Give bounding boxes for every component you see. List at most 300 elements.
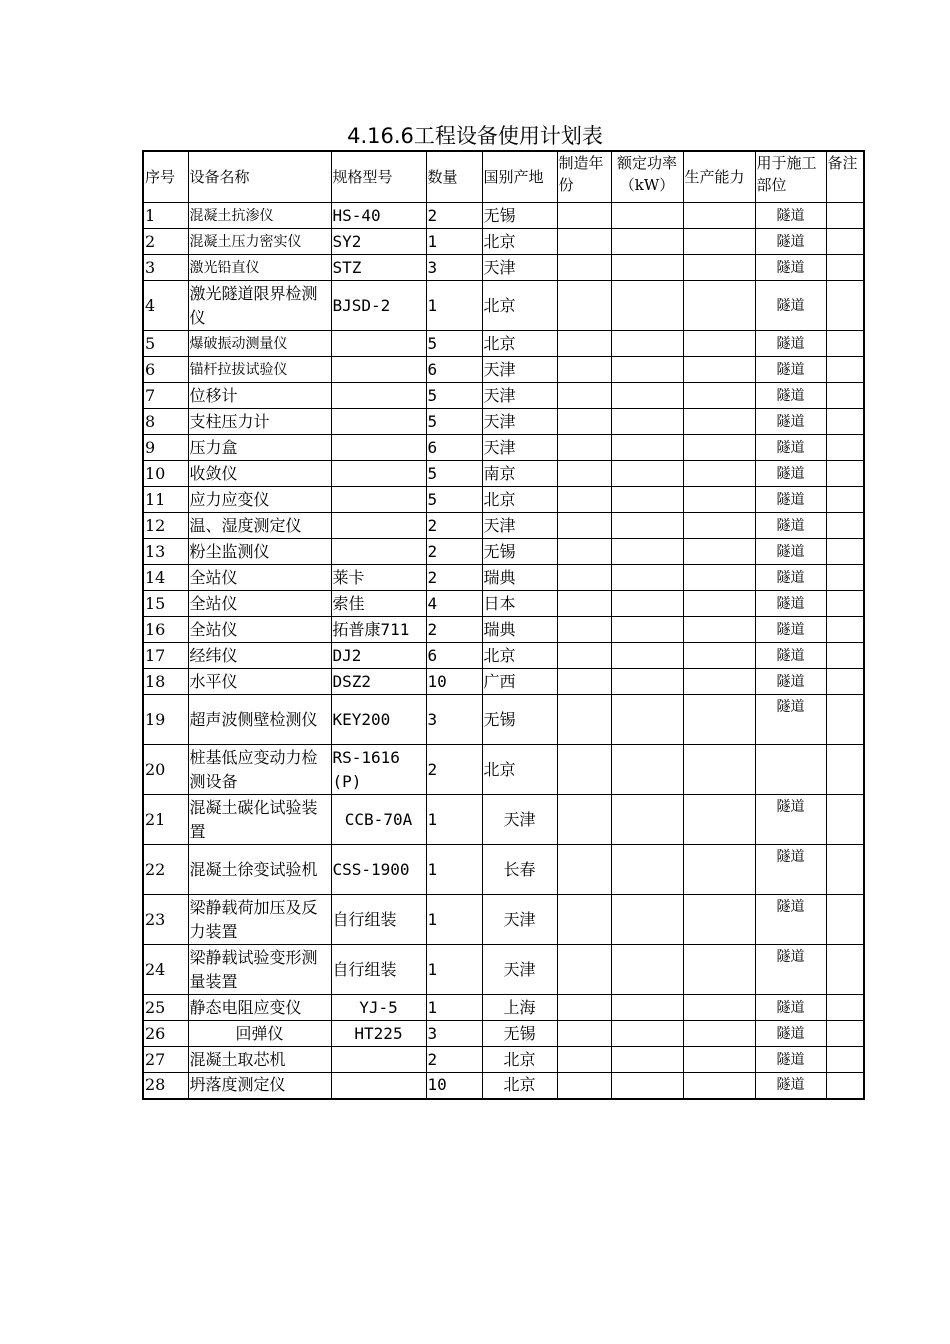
row-capacity-cell bbox=[683, 945, 755, 995]
row-model-cell bbox=[331, 461, 426, 487]
table-row bbox=[143, 281, 864, 331]
row-name-cell: 全站仪 bbox=[188, 617, 331, 643]
row-name-cell: 全站仪 bbox=[188, 591, 331, 617]
row-model-cell: BJSD-2 bbox=[331, 281, 426, 331]
row-qty-cell: 6 bbox=[426, 643, 482, 669]
page-title: 4.16.6工程设备使用计划表 bbox=[347, 124, 603, 148]
row-model-cell bbox=[331, 357, 426, 383]
row-qty-cell: 1 bbox=[426, 795, 482, 845]
row-qty-cell: 2 bbox=[426, 1047, 482, 1073]
row-use-cell: 隧道 bbox=[755, 203, 826, 229]
row-qty-cell: 2 bbox=[426, 513, 482, 539]
row-power-cell bbox=[611, 669, 683, 695]
row-power-cell bbox=[611, 995, 683, 1021]
table-row bbox=[143, 461, 864, 487]
row-origin-cell: 天津 bbox=[482, 383, 557, 409]
row-name-cell: 混凝土抗渗仪 bbox=[188, 203, 331, 229]
row-use-cell: 隧道 bbox=[755, 383, 826, 409]
row-remark-cell bbox=[826, 995, 864, 1021]
row-origin-cell: 天津 bbox=[482, 513, 557, 539]
header-cell-model: 规格型号 bbox=[331, 151, 426, 203]
row-origin-cell: 北京 bbox=[482, 487, 557, 513]
row-model-cell bbox=[331, 435, 426, 461]
table-row bbox=[143, 795, 864, 845]
row-remark-cell bbox=[826, 357, 864, 383]
row-power-cell bbox=[611, 845, 683, 895]
table-row bbox=[143, 695, 864, 745]
row-model-cell bbox=[331, 383, 426, 409]
table-row bbox=[143, 383, 864, 409]
row-model-cell: RS-1616(P) bbox=[331, 745, 426, 795]
row-origin-cell: 北京 bbox=[482, 643, 557, 669]
row-qty-cell: 4 bbox=[426, 591, 482, 617]
row-qty-cell: 1 bbox=[426, 229, 482, 255]
row-power-cell bbox=[611, 695, 683, 745]
table-row bbox=[143, 357, 864, 383]
table-row bbox=[143, 845, 864, 895]
row-no-cell: 17 bbox=[143, 643, 188, 669]
row-capacity-cell bbox=[683, 1021, 755, 1047]
row-power-cell bbox=[611, 1047, 683, 1073]
row-capacity-cell bbox=[683, 1073, 755, 1099]
row-name-cell: 温、湿度测定仪 bbox=[188, 513, 331, 539]
row-remark-cell bbox=[826, 1047, 864, 1073]
row-model-cell bbox=[331, 513, 426, 539]
row-remark-cell bbox=[826, 409, 864, 435]
table-row bbox=[143, 487, 864, 513]
row-model-cell bbox=[331, 1047, 426, 1073]
row-year-cell bbox=[557, 995, 611, 1021]
row-name-cell: 位移计 bbox=[188, 383, 331, 409]
row-name-cell: 桩基低应变动力检测设备 bbox=[188, 745, 331, 795]
row-use-cell: 隧道 bbox=[755, 995, 826, 1021]
table-row bbox=[143, 1021, 864, 1047]
row-no-cell: 7 bbox=[143, 383, 188, 409]
row-name-cell: 梁静载试验变形测量装置 bbox=[188, 945, 331, 995]
row-year-cell bbox=[557, 435, 611, 461]
row-capacity-cell bbox=[683, 895, 755, 945]
row-capacity-cell bbox=[683, 513, 755, 539]
row-origin-cell: 日本 bbox=[482, 591, 557, 617]
row-remark-cell bbox=[826, 1021, 864, 1047]
row-model-cell bbox=[331, 331, 426, 357]
row-year-cell bbox=[557, 795, 611, 845]
row-origin-cell: 北京 bbox=[482, 1047, 557, 1073]
row-capacity-cell bbox=[683, 383, 755, 409]
row-no-cell: 18 bbox=[143, 669, 188, 695]
row-name-cell: 激光隧道限界检测仪 bbox=[188, 281, 331, 331]
row-capacity-cell bbox=[683, 669, 755, 695]
row-qty-cell: 5 bbox=[426, 487, 482, 513]
row-qty-cell: 5 bbox=[426, 409, 482, 435]
table-row bbox=[143, 995, 864, 1021]
row-remark-cell bbox=[826, 669, 864, 695]
row-no-cell: 14 bbox=[143, 565, 188, 591]
row-use-cell: 隧道 bbox=[755, 409, 826, 435]
row-name-cell: 静态电阻应变仪 bbox=[188, 995, 331, 1021]
table-row bbox=[143, 591, 864, 617]
row-qty-cell: 2 bbox=[426, 539, 482, 565]
row-model-cell: DSZ2 bbox=[331, 669, 426, 695]
row-use-cell: 隧道 bbox=[755, 643, 826, 669]
row-power-cell bbox=[611, 945, 683, 995]
row-model-cell: HT225 bbox=[331, 1021, 426, 1047]
row-capacity-cell bbox=[683, 409, 755, 435]
row-remark-cell bbox=[826, 331, 864, 357]
row-origin-cell: 无锡 bbox=[482, 1021, 557, 1047]
row-model-cell bbox=[331, 409, 426, 435]
row-name-cell: 混凝土碳化试验装置 bbox=[188, 795, 331, 845]
row-model-cell: 拓普康711 bbox=[331, 617, 426, 643]
row-capacity-cell bbox=[683, 617, 755, 643]
row-no-cell: 9 bbox=[143, 435, 188, 461]
row-origin-cell: 天津 bbox=[482, 895, 557, 945]
table-row bbox=[143, 255, 864, 281]
row-name-cell: 压力盒 bbox=[188, 435, 331, 461]
row-remark-cell bbox=[826, 695, 864, 745]
row-name-cell: 超声波侧壁检测仪 bbox=[188, 695, 331, 745]
row-year-cell bbox=[557, 945, 611, 995]
row-use-cell: 隧道 bbox=[755, 461, 826, 487]
row-model-cell: HS-40 bbox=[331, 203, 426, 229]
row-use-cell: 隧道 bbox=[755, 845, 826, 895]
row-no-cell: 22 bbox=[143, 845, 188, 895]
row-model-cell: 自行组装 bbox=[331, 945, 426, 995]
row-capacity-cell bbox=[683, 435, 755, 461]
row-capacity-cell bbox=[683, 745, 755, 795]
row-name-cell: 水平仪 bbox=[188, 669, 331, 695]
row-qty-cell: 10 bbox=[426, 1073, 482, 1099]
row-name-cell: 应力应变仪 bbox=[188, 487, 331, 513]
row-qty-cell: 1 bbox=[426, 281, 482, 331]
row-qty-cell: 6 bbox=[426, 357, 482, 383]
row-capacity-cell bbox=[683, 281, 755, 331]
row-year-cell bbox=[557, 281, 611, 331]
row-capacity-cell bbox=[683, 565, 755, 591]
row-power-cell bbox=[611, 643, 683, 669]
row-year-cell bbox=[557, 695, 611, 745]
row-origin-cell: 北京 bbox=[482, 281, 557, 331]
row-year-cell bbox=[557, 203, 611, 229]
row-name-cell: 锚杆拉拔试验仪 bbox=[188, 357, 331, 383]
row-capacity-cell bbox=[683, 1047, 755, 1073]
row-capacity-cell bbox=[683, 795, 755, 845]
row-origin-cell: 长春 bbox=[482, 845, 557, 895]
row-year-cell bbox=[557, 383, 611, 409]
row-model-cell: STZ bbox=[331, 255, 426, 281]
row-power-cell bbox=[611, 513, 683, 539]
row-remark-cell bbox=[826, 203, 864, 229]
row-use-cell: 隧道 bbox=[755, 945, 826, 995]
row-remark-cell bbox=[826, 895, 864, 945]
row-power-cell bbox=[611, 565, 683, 591]
row-power-cell bbox=[611, 281, 683, 331]
row-origin-cell: 南京 bbox=[482, 461, 557, 487]
row-year-cell bbox=[557, 565, 611, 591]
row-capacity-cell bbox=[683, 357, 755, 383]
row-year-cell bbox=[557, 487, 611, 513]
table-row bbox=[143, 203, 864, 229]
row-remark-cell bbox=[826, 745, 864, 795]
row-capacity-cell bbox=[683, 695, 755, 745]
row-year-cell bbox=[557, 461, 611, 487]
row-power-cell bbox=[611, 435, 683, 461]
row-name-cell: 混凝土取芯机 bbox=[188, 1047, 331, 1073]
row-use-cell: 隧道 bbox=[755, 795, 826, 845]
row-remark-cell bbox=[826, 945, 864, 995]
row-capacity-cell bbox=[683, 539, 755, 565]
row-use-cell: 隧道 bbox=[755, 255, 826, 281]
row-origin-cell: 无锡 bbox=[482, 203, 557, 229]
table-row bbox=[143, 1047, 864, 1073]
table-row bbox=[143, 331, 864, 357]
table-row bbox=[143, 643, 864, 669]
row-no-cell: 8 bbox=[143, 409, 188, 435]
row-qty-cell: 10 bbox=[426, 669, 482, 695]
row-origin-cell: 北京 bbox=[482, 745, 557, 795]
row-year-cell bbox=[557, 1021, 611, 1047]
row-origin-cell: 天津 bbox=[482, 945, 557, 995]
row-model-cell: 索佳 bbox=[331, 591, 426, 617]
row-no-cell: 28 bbox=[143, 1073, 188, 1099]
row-no-cell: 24 bbox=[143, 945, 188, 995]
row-no-cell: 12 bbox=[143, 513, 188, 539]
row-no-cell: 1 bbox=[143, 203, 188, 229]
row-remark-cell bbox=[826, 513, 864, 539]
row-year-cell bbox=[557, 229, 611, 255]
row-year-cell bbox=[557, 409, 611, 435]
row-use-cell: 隧道 bbox=[755, 1021, 826, 1047]
row-name-cell: 收敛仪 bbox=[188, 461, 331, 487]
header-cell-year: 制造年份 bbox=[557, 151, 611, 203]
row-no-cell: 5 bbox=[143, 331, 188, 357]
row-use-cell: 隧道 bbox=[755, 357, 826, 383]
row-remark-cell bbox=[826, 281, 864, 331]
row-power-cell bbox=[611, 203, 683, 229]
row-remark-cell bbox=[826, 795, 864, 845]
row-model-cell bbox=[331, 539, 426, 565]
row-model-cell: CSS-1900 bbox=[331, 845, 426, 895]
row-year-cell bbox=[557, 669, 611, 695]
row-name-cell: 激光铅直仪 bbox=[188, 255, 331, 281]
row-qty-cell: 5 bbox=[426, 461, 482, 487]
row-no-cell: 3 bbox=[143, 255, 188, 281]
table-row bbox=[143, 435, 864, 461]
row-remark-cell bbox=[826, 461, 864, 487]
row-capacity-cell bbox=[683, 643, 755, 669]
row-model-cell: SY2 bbox=[331, 229, 426, 255]
row-no-cell: 2 bbox=[143, 229, 188, 255]
row-name-cell: 梁静载荷加压及反力装置 bbox=[188, 895, 331, 945]
row-model-cell: YJ-5 bbox=[331, 995, 426, 1021]
row-use-cell: 隧道 bbox=[755, 331, 826, 357]
row-use-cell: 隧道 bbox=[755, 591, 826, 617]
row-year-cell bbox=[557, 255, 611, 281]
table-row bbox=[143, 669, 864, 695]
row-no-cell: 26 bbox=[143, 1021, 188, 1047]
row-use-cell: 隧道 bbox=[755, 435, 826, 461]
row-use-cell: 隧道 bbox=[755, 669, 826, 695]
row-remark-cell bbox=[826, 845, 864, 895]
row-power-cell bbox=[611, 591, 683, 617]
row-power-cell bbox=[611, 617, 683, 643]
row-use-cell: 隧道 bbox=[755, 565, 826, 591]
table-row bbox=[143, 945, 864, 995]
row-year-cell bbox=[557, 617, 611, 643]
row-power-cell bbox=[611, 1073, 683, 1099]
row-qty-cell: 1 bbox=[426, 845, 482, 895]
row-power-cell bbox=[611, 895, 683, 945]
row-origin-cell: 瑞典 bbox=[482, 565, 557, 591]
row-model-cell bbox=[331, 487, 426, 513]
table-header-row bbox=[143, 151, 864, 203]
row-year-cell bbox=[557, 331, 611, 357]
table-row bbox=[143, 1073, 864, 1099]
row-origin-cell: 广西 bbox=[482, 669, 557, 695]
equipment-plan-table bbox=[142, 150, 865, 1100]
table-row bbox=[143, 745, 864, 795]
row-qty-cell: 3 bbox=[426, 1021, 482, 1047]
row-name-cell: 全站仪 bbox=[188, 565, 331, 591]
row-qty-cell: 1 bbox=[426, 995, 482, 1021]
table-row bbox=[143, 229, 864, 255]
row-year-cell bbox=[557, 357, 611, 383]
row-year-cell bbox=[557, 1047, 611, 1073]
row-use-cell: 隧道 bbox=[755, 1073, 826, 1099]
row-qty-cell: 2 bbox=[426, 745, 482, 795]
row-power-cell bbox=[611, 539, 683, 565]
row-origin-cell: 无锡 bbox=[482, 695, 557, 745]
row-origin-cell: 北京 bbox=[482, 1073, 557, 1099]
row-origin-cell: 天津 bbox=[482, 357, 557, 383]
row-no-cell: 23 bbox=[143, 895, 188, 945]
row-capacity-cell bbox=[683, 203, 755, 229]
row-remark-cell bbox=[826, 643, 864, 669]
table-row bbox=[143, 409, 864, 435]
table-row bbox=[143, 539, 864, 565]
row-remark-cell bbox=[826, 229, 864, 255]
row-no-cell: 13 bbox=[143, 539, 188, 565]
row-name-cell: 爆破振动测量仪 bbox=[188, 331, 331, 357]
row-origin-cell: 天津 bbox=[482, 255, 557, 281]
row-capacity-cell bbox=[683, 331, 755, 357]
row-year-cell bbox=[557, 895, 611, 945]
row-use-cell: 隧道 bbox=[755, 513, 826, 539]
row-use-cell: 隧道 bbox=[755, 1047, 826, 1073]
row-qty-cell: 2 bbox=[426, 617, 482, 643]
row-remark-cell bbox=[826, 255, 864, 281]
row-no-cell: 11 bbox=[143, 487, 188, 513]
row-name-cell: 混凝土压力密实仪 bbox=[188, 229, 331, 255]
row-no-cell: 16 bbox=[143, 617, 188, 643]
row-year-cell bbox=[557, 745, 611, 795]
row-name-cell: 回弹仪 bbox=[188, 1021, 331, 1047]
table-row bbox=[143, 565, 864, 591]
row-use-cell: 隧道 bbox=[755, 695, 826, 745]
row-name-cell: 混凝土徐变试验机 bbox=[188, 845, 331, 895]
row-model-cell: DJ2 bbox=[331, 643, 426, 669]
row-model-cell bbox=[331, 1073, 426, 1099]
row-power-cell bbox=[611, 1021, 683, 1047]
row-remark-cell bbox=[826, 383, 864, 409]
row-capacity-cell bbox=[683, 487, 755, 513]
row-use-cell: 隧道 bbox=[755, 895, 826, 945]
row-remark-cell bbox=[826, 487, 864, 513]
row-origin-cell: 天津 bbox=[482, 435, 557, 461]
row-qty-cell: 6 bbox=[426, 435, 482, 461]
table-row bbox=[143, 617, 864, 643]
row-origin-cell: 北京 bbox=[482, 331, 557, 357]
row-year-cell bbox=[557, 643, 611, 669]
row-power-cell bbox=[611, 795, 683, 845]
row-power-cell bbox=[611, 383, 683, 409]
row-no-cell: 19 bbox=[143, 695, 188, 745]
header-cell-power: 额定功率（kW） bbox=[611, 151, 683, 203]
row-use-cell: 隧道 bbox=[755, 617, 826, 643]
row-remark-cell bbox=[826, 617, 864, 643]
row-origin-cell: 天津 bbox=[482, 795, 557, 845]
row-qty-cell: 1 bbox=[426, 945, 482, 995]
row-qty-cell: 3 bbox=[426, 695, 482, 745]
row-capacity-cell bbox=[683, 229, 755, 255]
row-use-cell: 隧道 bbox=[755, 539, 826, 565]
header-cell-name: 设备名称 bbox=[188, 151, 331, 203]
row-use-cell: 隧道 bbox=[755, 487, 826, 513]
row-no-cell: 10 bbox=[143, 461, 188, 487]
row-no-cell: 27 bbox=[143, 1047, 188, 1073]
row-no-cell: 25 bbox=[143, 995, 188, 1021]
row-model-cell: KEY200 bbox=[331, 695, 426, 745]
row-no-cell: 15 bbox=[143, 591, 188, 617]
row-capacity-cell bbox=[683, 461, 755, 487]
row-model-cell: CCB-70A bbox=[331, 795, 426, 845]
row-power-cell bbox=[611, 331, 683, 357]
row-year-cell bbox=[557, 1073, 611, 1099]
row-remark-cell bbox=[826, 435, 864, 461]
row-power-cell bbox=[611, 255, 683, 281]
row-year-cell bbox=[557, 513, 611, 539]
row-year-cell bbox=[557, 539, 611, 565]
row-origin-cell: 无锡 bbox=[482, 539, 557, 565]
row-capacity-cell bbox=[683, 845, 755, 895]
header-cell-use: 用于施工部位 bbox=[755, 151, 826, 203]
row-capacity-cell bbox=[683, 255, 755, 281]
row-name-cell: 支柱压力计 bbox=[188, 409, 331, 435]
row-power-cell bbox=[611, 745, 683, 795]
row-qty-cell: 2 bbox=[426, 203, 482, 229]
row-qty-cell: 1 bbox=[426, 895, 482, 945]
row-power-cell bbox=[611, 461, 683, 487]
row-qty-cell: 2 bbox=[426, 565, 482, 591]
row-use-cell bbox=[755, 745, 826, 795]
row-power-cell bbox=[611, 487, 683, 513]
row-use-cell: 隧道 bbox=[755, 229, 826, 255]
row-remark-cell bbox=[826, 565, 864, 591]
row-name-cell: 粉尘监测仪 bbox=[188, 539, 331, 565]
row-use-cell: 隧道 bbox=[755, 281, 826, 331]
row-name-cell: 经纬仪 bbox=[188, 643, 331, 669]
row-no-cell: 6 bbox=[143, 357, 188, 383]
row-year-cell bbox=[557, 845, 611, 895]
row-power-cell bbox=[611, 409, 683, 435]
row-origin-cell: 瑞典 bbox=[482, 617, 557, 643]
row-origin-cell: 上海 bbox=[482, 995, 557, 1021]
row-year-cell bbox=[557, 591, 611, 617]
table-row bbox=[143, 895, 864, 945]
header-cell-remark: 备注 bbox=[826, 151, 864, 203]
row-remark-cell bbox=[826, 1073, 864, 1099]
row-power-cell bbox=[611, 357, 683, 383]
